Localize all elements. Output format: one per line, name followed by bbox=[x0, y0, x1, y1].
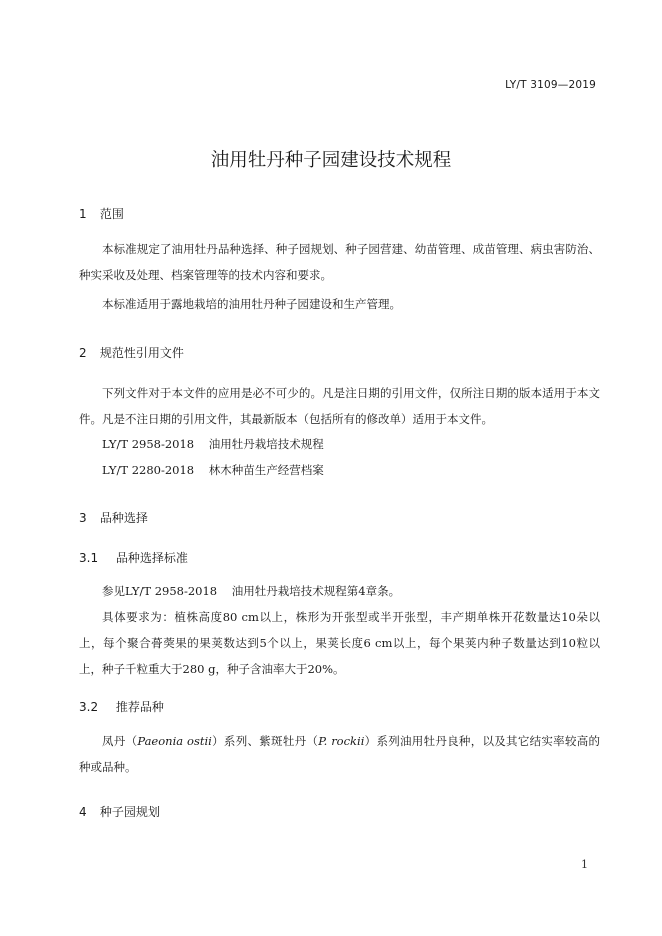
section-3-2-paragraph bbox=[79, 728, 600, 780]
section-title: 品种选择 bbox=[99, 511, 148, 525]
section-title: 推荐品种 bbox=[115, 700, 164, 714]
section-3-1-paragraph-1 bbox=[79, 578, 600, 604]
text-fragment: ）系列油用牡丹良种，以及其它结实率较高的种或品种。 bbox=[79, 734, 601, 774]
section-number: 1 bbox=[79, 207, 87, 221]
reference-name: 林木种苗生产经营档案 bbox=[208, 463, 324, 477]
reference-code: 参见LY/T 2958-2018 bbox=[102, 584, 218, 598]
section-2-paragraph-1: 下列文件对于本文件的应用是必不可少的。凡是注日期的引用文件，仅所注日期的版本适用于本文件。凡是不注日期的引用文件，其最新版本（包括所有的修改单）适用于本文件。 bbox=[79, 386, 600, 426]
section-number: 3.2 bbox=[79, 700, 99, 714]
text-fragment: 凤丹（ bbox=[102, 734, 138, 748]
section-title: 范围 bbox=[99, 207, 124, 221]
reference-name: 油用牡丹栽培技术规程 bbox=[208, 437, 324, 451]
section-3-1-heading bbox=[79, 549, 188, 566]
text-fragment: ）系列、紫斑牡丹（ bbox=[211, 734, 319, 748]
section-2-heading bbox=[79, 344, 184, 361]
section-number: 3 bbox=[79, 511, 87, 525]
section-title: 品种选择标准 bbox=[115, 551, 188, 565]
section-3-2-heading bbox=[79, 698, 164, 715]
section-number: 3.1 bbox=[79, 551, 99, 565]
section-1-heading bbox=[79, 205, 124, 222]
section-title: 种子园规划 bbox=[99, 805, 160, 819]
document-title: 油用牡丹种子园建设技术规程 bbox=[210, 150, 452, 171]
reference-item bbox=[79, 431, 600, 457]
section-title: 规范性引用文件 bbox=[99, 346, 184, 360]
section-4-heading bbox=[79, 803, 160, 820]
reference-text: 油用牡丹栽培技术规程第4章条。 bbox=[231, 584, 401, 598]
latin-name: P. rockii bbox=[318, 734, 365, 748]
page-number: 1 bbox=[581, 858, 588, 871]
reference-item bbox=[79, 457, 600, 483]
latin-name: Paeonia ostii bbox=[137, 734, 212, 748]
section-3-heading bbox=[79, 509, 148, 526]
section-1-paragraph-2: 本标准适用于露地栽培的油用牡丹种子园建设和生产管理。 bbox=[102, 297, 401, 311]
section-3-1-paragraph-2: 具体要求为：植株高度80 cm以上，株形为开张型或半开张型，丰产期单株开花数量达10朵以上，每个聚合蓇葖果的果荚数达到5个以上，果荚长度6 cm以上，每个果荚内种子数量达到10粒以上，种子千粒重大于280 g，种子含油率大于20%。 bbox=[79, 610, 600, 676]
reference-code: LY/T 2958-2018 bbox=[102, 437, 195, 451]
section-1-paragraph-1: 本标准规定了油用牡丹品种选择、种子园规划、种子园营建、幼苗管理、成苗管理、病虫害防治、种实采收及处理、档案管理等的技术内容和要求。 bbox=[79, 242, 600, 282]
section-number: 2 bbox=[79, 346, 87, 360]
reference-code: LY/T 2280-2018 bbox=[102, 463, 195, 477]
section-number: 4 bbox=[79, 805, 87, 819]
standard-code: LY/T 3109—2019 bbox=[505, 79, 596, 91]
